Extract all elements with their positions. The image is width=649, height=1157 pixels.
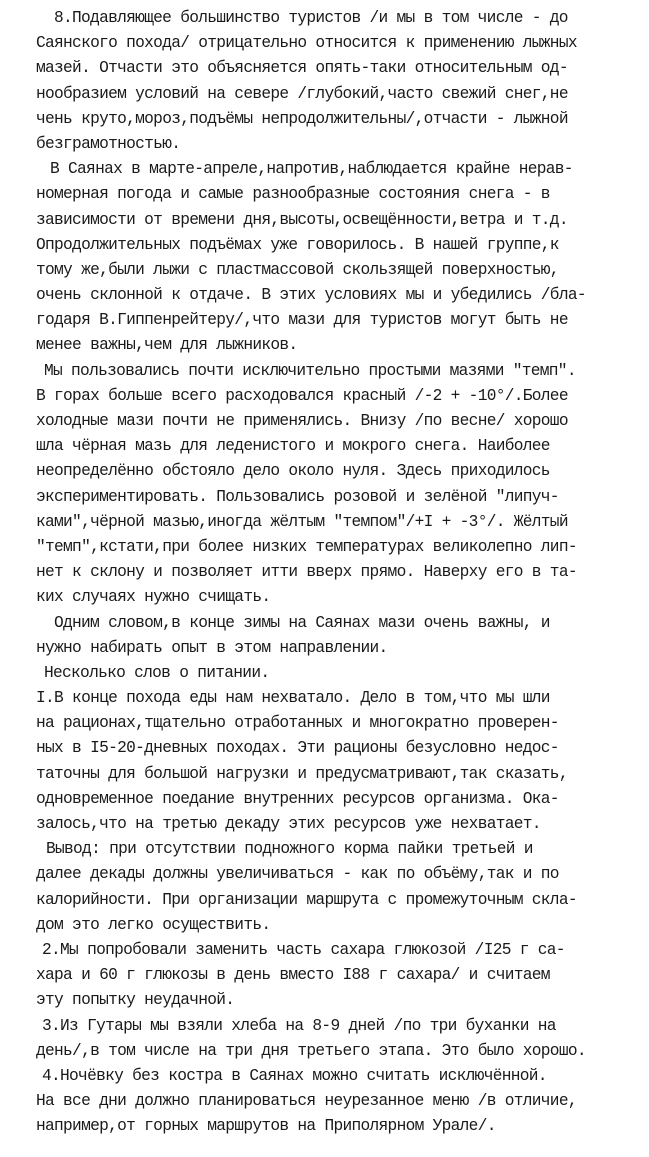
paragraph-p5	[36, 661, 623, 686]
text-line: ких случаях нужно счищать.	[36, 588, 271, 607]
text-line: Одним словом,в конце зимы на Саянах мази очень важны, и	[54, 613, 550, 632]
paragraph-p6	[36, 686, 623, 837]
text-line: годаря В.Гиппенрейтеру/,что мази для туристов могут быть не	[36, 311, 568, 330]
text-line: 4.Ночёвку без костра в Саянах можно считать исключённой.	[42, 1066, 547, 1085]
text-line: На все дни должно планироваться неурезанное меню /в отличие,	[36, 1092, 577, 1111]
text-line: "темп",кстати,при более низких температурах великолепно лип-	[36, 537, 577, 556]
text-line: 3.Из Гутары мы взяли хлеба на 8-9 дней /по три буханки на	[42, 1016, 556, 1035]
paragraph-p10	[36, 1064, 623, 1140]
text-line: Вывод: при отсутствии подножного корма пайки третьей и	[46, 840, 533, 859]
paragraph-p8	[36, 938, 623, 1014]
text-line: нет к склону и позволяет итти вверх прямо. Наверху его в та-	[36, 563, 577, 582]
text-line: безграмотностью.	[36, 134, 181, 153]
text-line: день/,в том числе на три дня третьего этапа. Это было хорошо.	[36, 1041, 586, 1060]
text-line: I.В конце похода еды нам нехватало. Дело в том,что мы шли	[36, 689, 550, 708]
text-line: тому же,были лыжи с пластмассовой скользящей поверхностью,	[36, 260, 559, 279]
paragraph-p7	[36, 837, 623, 938]
text-line: Мы пользовались почти исключительно простыми мазями "темп".	[44, 361, 576, 380]
text-line: Опродолжительных подъёмах уже говорилось. В нашей группе,к	[36, 235, 559, 254]
text-line: нужно набирать опыт в этом направлении.	[36, 638, 388, 657]
text-line: эту попытку неудачной.	[36, 991, 235, 1010]
text-line: ками",чёрной мазью,иногда жёлтым "темпом"/+I + -3°/. Жёлтый	[36, 512, 568, 531]
text-line: одновременное поедание внутренних ресурсов организма. Ока-	[36, 789, 559, 808]
text-line: Несколько слов о питании.	[44, 663, 270, 682]
text-line: неопределённо обстояло дело около нуля. Здесь приходилось	[36, 462, 550, 481]
text-line: таточны для большой нагрузки и предусматривают,так сказать,	[36, 764, 568, 783]
text-line: далее декады должны увеличиваться - как по объёму,так и по	[36, 865, 559, 884]
text-line: на рационах,тщательно отработанных и многократно проверен-	[36, 714, 559, 733]
text-line: калорийности. При организации маршрута с промежуточным скла-	[36, 890, 577, 909]
text-line: зависимости от времени дня,высоты,освещённости,ветра и т.д.	[36, 210, 568, 229]
paragraph-p9	[36, 1014, 623, 1064]
text-line: хара и 60 г глюкозы в день вместо I88 г сахара/ и считаем	[36, 966, 550, 985]
text-line: менее важны,чем для лыжников.	[36, 336, 298, 355]
text-line: например,от горных маршрутов на Приполярном Урале/.	[36, 1117, 496, 1136]
paragraph-p1	[36, 6, 623, 157]
text-line: В горах больше всего расходовался красный /-2 + -10°/.Более	[36, 386, 568, 405]
text-line: В Саянах в марте-апреле,напротив,наблюдается крайне нерав-	[50, 160, 573, 179]
text-line: 8.Подавляющее большинство туристов /и мы в том числе - до	[54, 9, 568, 27]
text-line: Саянского похода/ отрицательно относится к применению лыжных	[36, 34, 577, 53]
paragraph-p3	[36, 359, 623, 611]
text-line: мазей. Отчасти это объясняется опять-таки относительным од-	[36, 59, 568, 78]
text-line: ных в I5-20-дневных походах. Эти рационы безусловно недос-	[36, 739, 559, 758]
text-line: нообразием условий на севере /глубокий,часто свежий снег,не	[36, 84, 568, 103]
text-line: очень склонной к отдаче. В этих условиях мы и убедились /бла-	[36, 286, 586, 305]
text-line: холодные мази почти не применялись. Внизу /по весне/ хорошо	[36, 412, 568, 430]
text-line: экспериментировать. Пользовались розовой и зелёной "липуч-	[36, 487, 559, 506]
paragraph-p4	[36, 611, 623, 661]
text-line: чень круто,мороз,подъёмы непродолжительны/,отчасти - лыжной	[36, 109, 568, 128]
text-line: залось,что на третью декаду этих ресурсов уже нехватает.	[36, 815, 541, 833]
text-line: шла чёрная мазь для леденистого и мокрого снега. Наиболее	[36, 437, 550, 456]
paragraph-p2	[36, 157, 623, 359]
text-line: 2.Мы попробовали заменить часть сахара глюкозой /I25 г са-	[42, 940, 565, 959]
text-line: дом это легко осуществить.	[36, 915, 271, 934]
text-line: номерная погода и самые разнообразные состояния снега - в	[36, 185, 550, 204]
